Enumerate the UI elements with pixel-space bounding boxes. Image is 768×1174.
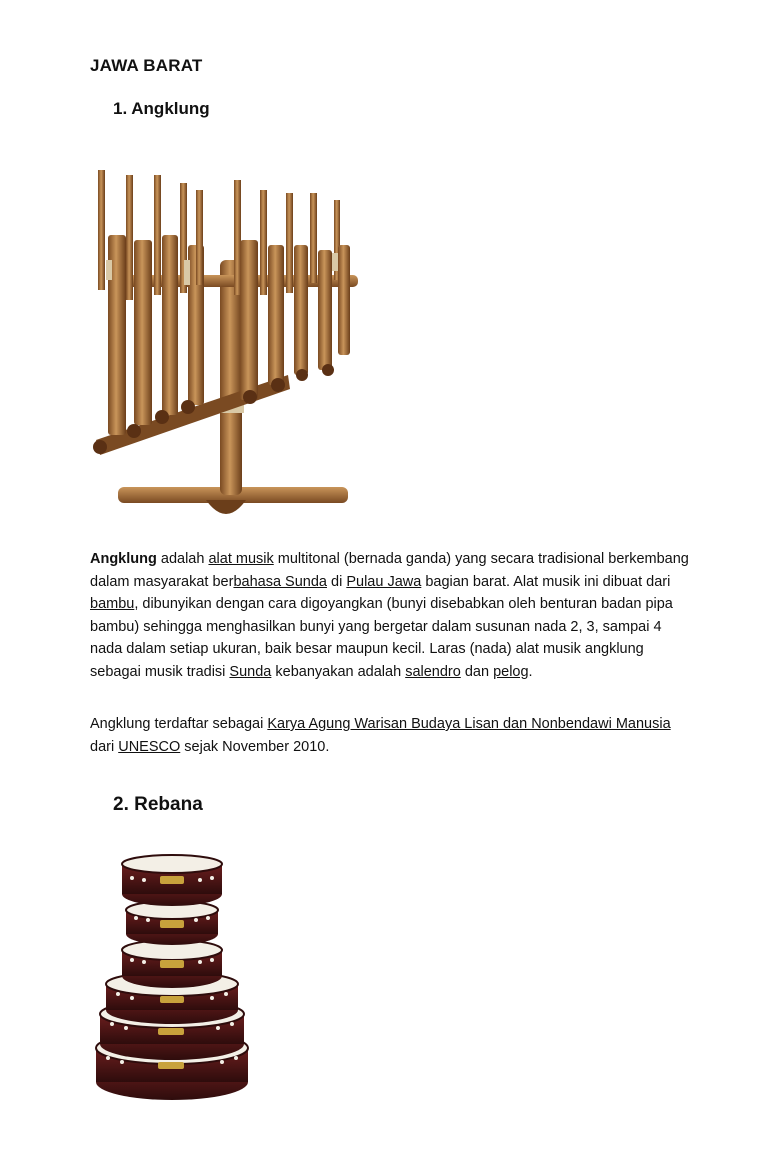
rebana-drums-image — [92, 852, 257, 1107]
angklung-instrument-image — [88, 165, 363, 530]
link-bahasa-sunda[interactable]: bahasa Sunda — [233, 573, 327, 590]
text-run: . — [528, 663, 533, 680]
section-heading-rebana: 2. Rebana — [113, 794, 203, 815]
text-run: kebanyakan adalah — [271, 663, 406, 680]
link-pulau-jawa[interactable]: Pulau Jawa — [346, 573, 422, 590]
link-karya-agung[interactable]: Karya Agung Warisan Budaya Lisan dan Nonbendawi Manusia — [267, 716, 671, 732]
link-salendro[interactable]: salendro — [405, 663, 461, 680]
link-pelog[interactable]: pelog — [493, 663, 529, 680]
text-run: adalah — [156, 551, 209, 567]
text-run: Angklung terdaftar sebagai — [90, 716, 268, 732]
link-unesco[interactable]: UNESCO — [118, 738, 181, 755]
text-run: di — [326, 573, 347, 590]
text-run: multitonal (bernada ganda) yang secara tradisional berkembang dalam masyarakat ber — [90, 551, 689, 590]
text-run: bagian barat. Alat musik ini dibuat dari — [421, 573, 671, 590]
text-run: , dibunyikan dengan cara digoyangkan (bunyi disebabkan oleh benturan badan pipa bambu) sehingga menghasilkan bunyi yang bergetar dalam susunan nada 2, 3, sampai 4 nada dalam setiap ukuran, baik besar maupun kecil. Laras (nada) alat musik angklung sebagai musik tradisi — [90, 596, 673, 680]
text-run: dari — [90, 738, 119, 755]
term-angklung: Angklung — [90, 551, 157, 567]
page-title: JAWA BARAT — [90, 56, 203, 75]
text-run: dan — [460, 663, 494, 680]
angklung-unesco-note — [90, 713, 690, 758]
text-run: sejak November 2010. — [180, 738, 330, 755]
angklung-description — [90, 548, 690, 684]
link-bambu[interactable]: bambu — [90, 596, 135, 613]
section-heading-angklung: 1. Angklung — [113, 99, 210, 118]
link-sunda[interactable]: Sunda — [229, 663, 272, 680]
link-alat-musik[interactable]: alat musik — [208, 551, 274, 567]
